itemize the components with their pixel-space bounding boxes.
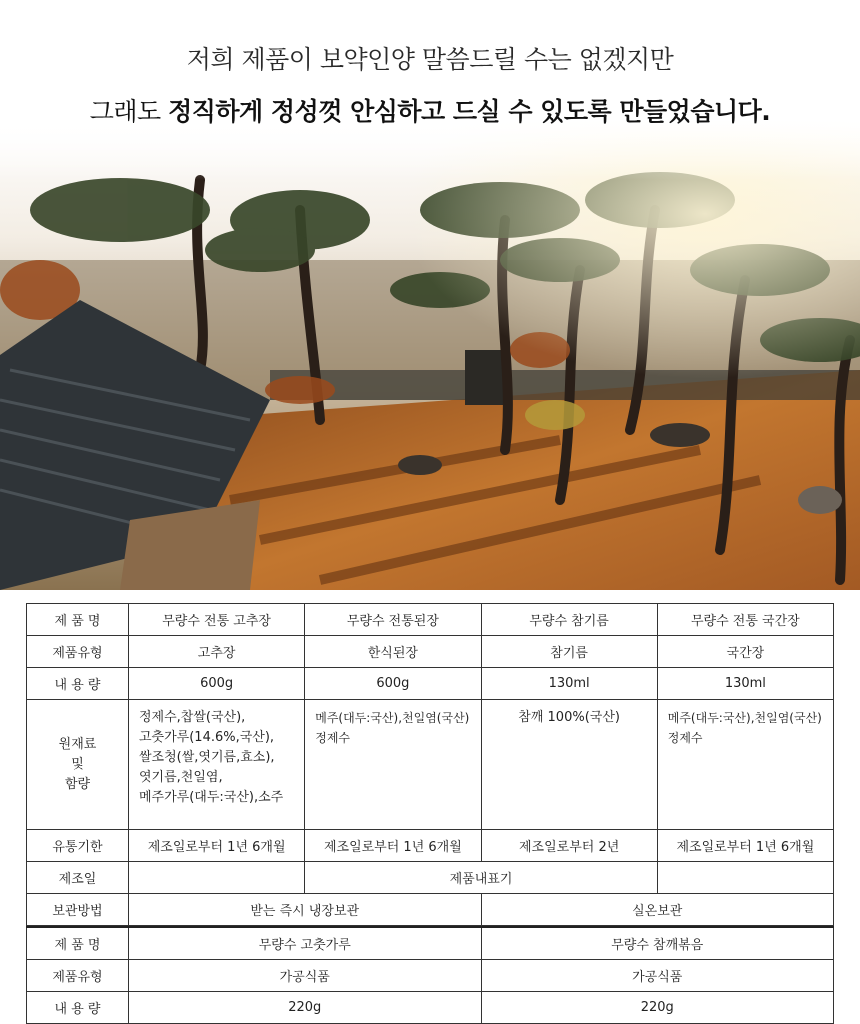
cell-volume-1: 600g	[305, 668, 481, 700]
label-product-name: 제 품 명	[27, 604, 129, 636]
cell-type-2: 참기름	[481, 636, 657, 668]
label-product-type: 제품유형	[27, 636, 129, 668]
cell-shelf-3: 제조일로부터 1년 6개월	[657, 830, 833, 862]
cell2-type-0: 가공식품	[129, 960, 482, 992]
product-spec-table	[26, 603, 834, 1024]
cell-mfg-value: 제품내표기	[305, 862, 658, 894]
cell-ingredients-0: 정제수,찹쌀(국산), 고춧가루(14.6%,국산), 쌀조청(쌀,엿기름,효소), 엿기름,천일염, 메주가루(대두:국산),소주	[129, 700, 305, 830]
row2-product-name	[27, 927, 834, 960]
row-shelf-life	[27, 830, 834, 862]
row-volume	[27, 668, 834, 700]
cell2-volume-0: 220g	[129, 992, 482, 1024]
cell2-name-0: 무량수 고춧가루	[129, 927, 482, 960]
label-mfg-date: 제조일	[27, 862, 129, 894]
cell2-volume-1: 220g	[481, 992, 834, 1024]
cell-ingredients-1: 메주(대두:국산),천일염(국산) 정제수	[305, 700, 481, 830]
cell-shelf-2: 제조일로부터 2년	[481, 830, 657, 862]
row2-product-type	[27, 960, 834, 992]
cell-name-1: 무량수 전통된장	[305, 604, 481, 636]
cell-type-3: 국간장	[657, 636, 833, 668]
cell-mfg-empty-left	[129, 862, 305, 894]
cell-volume-2: 130ml	[481, 668, 657, 700]
row-mfg-date	[27, 862, 834, 894]
photo-illustration	[0, 120, 860, 590]
label-shelf-life: 유통기한	[27, 830, 129, 862]
label-ingredients: 원재료 및 함량	[27, 700, 129, 830]
headline-line-1: 저희 제품이 보약인양 말씀드릴 수는 없겠지만	[186, 45, 674, 74]
spec-table-secondary	[26, 926, 834, 1024]
cell-shelf-1: 제조일로부터 1년 6개월	[305, 830, 481, 862]
label2-product-name: 제 품 명	[27, 927, 129, 960]
cell-storage-room: 실온보관	[481, 894, 834, 926]
cell2-name-1: 무량수 참깨볶음	[481, 927, 834, 960]
cell-ingredients-2: 참깨 100%(국산)	[481, 700, 657, 830]
cell-mfg-empty-right	[657, 862, 833, 894]
row-product-name	[27, 604, 834, 636]
label-storage: 보관방법	[27, 894, 129, 926]
row2-volume	[27, 992, 834, 1024]
cell-name-0: 무량수 전통 고추장	[129, 604, 305, 636]
row-ingredients	[27, 700, 834, 830]
label2-product-type: 제품유형	[27, 960, 129, 992]
cell-type-1: 한식된장	[305, 636, 481, 668]
cell-name-3: 무량수 전통 국간장	[657, 604, 833, 636]
cell-name-2: 무량수 참기름	[481, 604, 657, 636]
headline-line-2-prefix: 그래도	[89, 97, 169, 126]
label-volume: 내 용 량	[27, 668, 129, 700]
row-product-type	[27, 636, 834, 668]
label2-volume: 내 용 량	[27, 992, 129, 1024]
cell-type-0: 고추장	[129, 636, 305, 668]
cell-volume-0: 600g	[129, 668, 305, 700]
headline-line-2	[0, 92, 860, 128]
headline-line-2-bold: 정직하게 정성껏 안심하고 드실 수 있도록 만들었습니다.	[168, 97, 771, 126]
cell-shelf-0: 제조일로부터 1년 6개월	[129, 830, 305, 862]
cell-storage-cold: 받는 즉시 냉장보관	[129, 894, 482, 926]
cell-volume-3: 130ml	[657, 668, 833, 700]
cell2-type-1: 가공식품	[481, 960, 834, 992]
headline	[0, 0, 860, 140]
hanok-garden-photo	[0, 120, 860, 590]
row-storage	[27, 894, 834, 926]
spec-table-main	[26, 603, 834, 926]
cell-ingredients-3: 메주(대두:국산),천일염(국산) 정제수	[657, 700, 833, 830]
